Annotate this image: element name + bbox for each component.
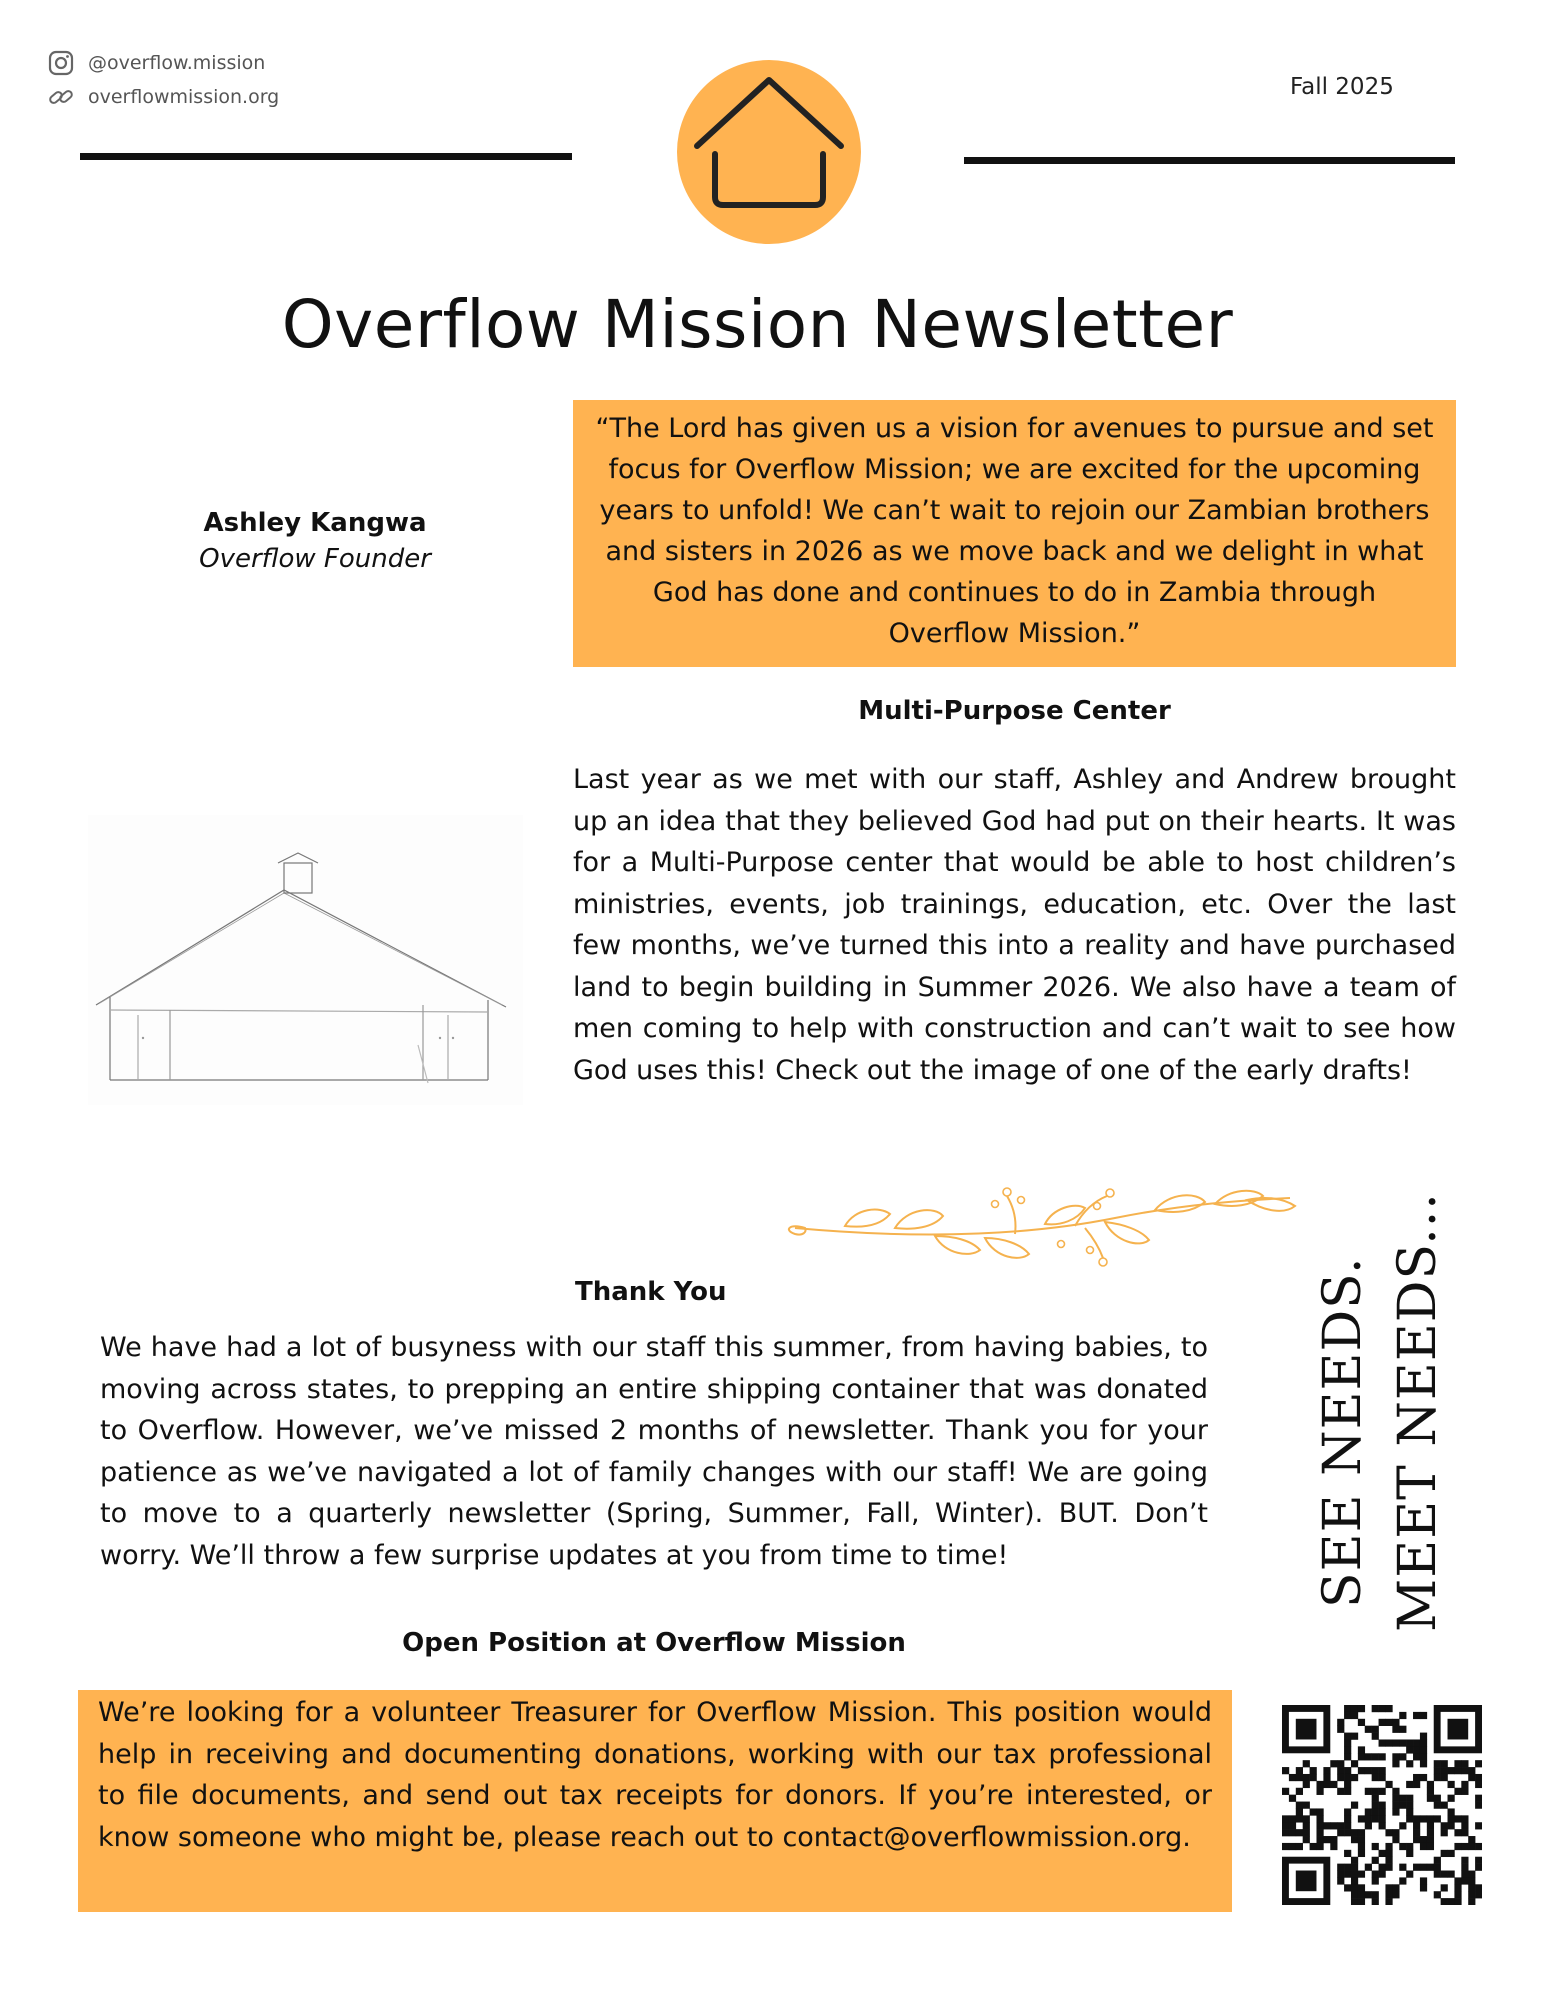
link-icon — [48, 84, 74, 110]
founder-quote: “The Lord has given us a vision for avenues to pursue and set focus for Overflow Mission; we are excited for the upcoming years to unfold! We can’t wait to rejoin our Zambian brothers and sisters in 2026 as we move back and we delight in what God has done and continues to do in Zambia through Overflow Mission.” — [573, 400, 1456, 667]
page-title: Overflow Mission Newsletter — [281, 286, 1234, 363]
website-text: overflowmission.org — [88, 86, 280, 108]
header-rule-right — [964, 157, 1455, 164]
leaf-ornament — [785, 1178, 1300, 1273]
founder-name: Ashley Kangwa — [203, 508, 427, 538]
building-sketch — [88, 815, 523, 1105]
house-icon — [677, 60, 861, 244]
tagline-meet-needs: MEET NEEDS... — [1388, 1192, 1448, 1632]
thankyou-heading: Thank You — [575, 1277, 727, 1307]
founder-role: Overflow Founder — [199, 544, 431, 574]
tagline-see-needs: SEE NEEDS. — [1313, 1256, 1373, 1608]
website-link[interactable] — [48, 84, 279, 110]
founder-block — [150, 508, 480, 574]
open-position-heading: Open Position at Overflow Mission — [402, 1628, 906, 1658]
multipurpose-heading: Multi-Purpose Center — [858, 696, 1171, 726]
instagram-handle[interactable] — [48, 50, 265, 76]
issue-season: Fall 2025 — [1290, 74, 1394, 100]
multipurpose-body: Last year as we met with our staff, Ashley and Andrew brought up an idea that they believed God had put on their hearts. It was for a Multi-Purpose center that would be able to host children’s ministries, events, job trainings, education, etc. Over the last few months, we’ve turned this into a reality and have purchased land to begin building in Summer 2026. We also have a team of men coming to help with construction and can’t wait to see how God uses this! Check out the image of one of the early drafts! — [573, 764, 1456, 1086]
building-sketch-drawing — [88, 815, 523, 1105]
leaf-branch-icon — [785, 1178, 1300, 1273]
qr-code-icon — [1282, 1705, 1482, 1905]
header-rule-left — [80, 153, 572, 160]
instagram-icon — [48, 50, 74, 76]
instagram-text: @overflow.mission — [88, 52, 266, 74]
thankyou-body: We have had a lot of busyness with our staff this summer, from having babies, to moving across states, to prepping an entire shipping container that was donated to Overflow. However, we’ve missed 2 months of newsletter. Thank you for your patience as we’ve navigated a lot of family changes with our staff! We are going to move to a quarterly newsletter (Spring, Summer, Fall, Winter). BUT. Don’t worry. We’ll throw a few surprise updates at you from time to time! — [100, 1332, 1208, 1571]
logo — [677, 60, 861, 244]
qr-code[interactable] — [1282, 1705, 1482, 1905]
open-position-body: We’re looking for a volunteer Treasurer for Overflow Mission. This position would help in receiving and documenting donations, working with our tax professional to file documents, and send out tax receipts for donors. If you’re interested, or know someone who might be, please reach out to contact@overflowmission.org. — [78, 1690, 1232, 1912]
